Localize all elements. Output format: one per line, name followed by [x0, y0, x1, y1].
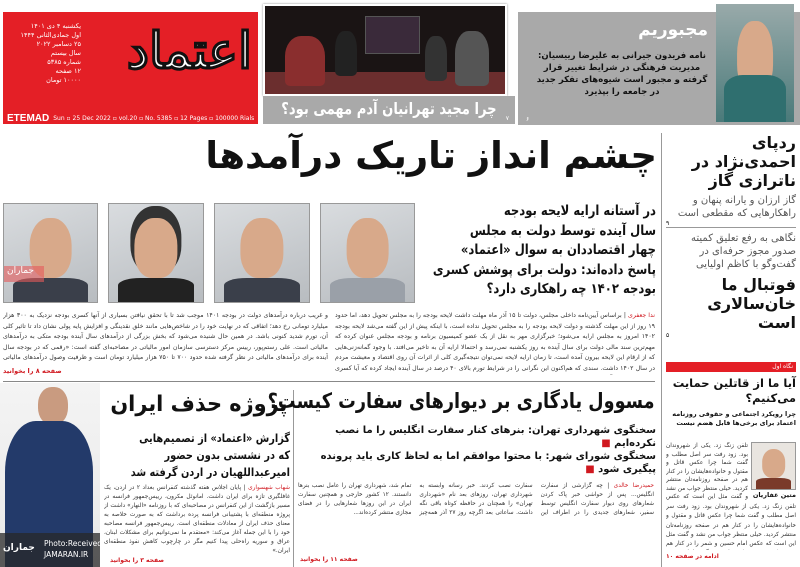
right-headline-2[interactable]: فوتبال ما خان‌سالاری است — [707, 275, 796, 332]
iran-subhead — [104, 430, 290, 481]
photo-credit-site: JAMARAN.IR — [44, 550, 89, 559]
iran-body: شهاب شهسواری | پایان اجلاس هفته گذشته کنفرانس بغداد ۲ در اردن، یک غافلگیری تازه برای ایران داشت. امانوئل مکرون، رییس‌جمهور فرانسه در مسیر بازگشت از این کنفرانس در مصاحبه‌ای که با روزنامه «النهار» داشت از پروژه منطقه‌ای با پشتیبانی فرانسه پرده برداشت که به صورت خلاصه به معنای حذف ایران از معادلات منطقه‌ای است. رییس‌جمهور فرانسه مصاحبه خود را با این جمله آغاز می‌کند: «معتقدم ما نمی‌توانیم برای مشکلات لبنان، عراق و سوریه راه‌حلی پیدا کنیم مگر در چارچوب کاهش نفوذ منطقه‌ای ایران.» — [104, 485, 290, 554]
opinion-author: متین غفاریان — [752, 491, 796, 499]
embassy-body: حمیدرضا خالدی | چه گزارشی از سفارت انگلیس... پس از حواشی خبر پاک کردن شعارهای روی دیوار سفارت انگلیس توسط سفیر، شعارهای جدیدی را در اطراف این سفارت نصب کردند. خبر رسانه وابسته به شهرداری تهران، روزهای بعد نام «شهرداری تهران» را همچنان در حافظه کوتاه باقی نگه داشت. ساعاتی بعد اگرچه روز ۲۷ آذر همه‌چیز تمام شد، شهرداری تهران را عامل نصب بنرها دانستند. ۱۲ کشور خارجی و همچنین سفارت ایران در این روزها شعارهایی را در فضای مجازی منتشر کرده‌اند... — [298, 483, 654, 516]
subhead-line: چهار اقتصاددان به سوال «اعتماد» — [460, 242, 656, 258]
main-body-text: براساس آیین‌نامه داخلی مجلس، دولت تا ۱۵ آذر ماه مهلت داشت لایحه بودجه را به مجلس تحویل دهد، اما حدود ۱۹ روز از این مهلت گذشته و دولت لایحه بودجه را به مجلس تحویل نداده است، با اینکه پیش از این گفته می‌شد لایحه بودجه ۱۴۰۲ امروز به مجلس ارایه می‌شود؛ خبرگزاری مهر به نقل از یک عضو کمیسیون برنامه و بودجه مجلس عنوان کرده که مهم‌ترین سند مالی دولت برای سال آینده به روز یکشنبه نمی‌رسد و احتمالا ارایه آن به تاخیر می‌افتد. با وجود گمانه‌زنی‌هایی که از ارقام این لایحه بیرون آمده است، تا زمان ارایه لایحه نمی‌توان نتیجه‌گیری کلی از اثرات آن روی اقتصاد و معیشت مردم در سال ۱۴۰۲ داشت. سندی که هم‌اکنون این نگرانی را در شرایط تورم بالای ۴۰ درصد در سال آینده ایجاد کرده که آیا کسری — [335, 312, 655, 372]
subhead-line: سال آینده توسط دولت به مجلس — [469, 222, 656, 239]
economist-photo-2 — [214, 203, 310, 303]
bullet-item — [298, 424, 656, 450]
economist-photo-4 — [3, 203, 98, 303]
bullet-text: سخنگوی شورای شهر: با محتوا موافقم اما به لحاظ کاری باید پرونده پیگیری شود — [320, 451, 656, 475]
column-divider — [661, 133, 662, 567]
right-page-1: ۹ — [666, 220, 670, 227]
subhead-line: امیرعبداللهیان در اردن گرفته شد — [130, 465, 290, 479]
masthead-latin-bar — [3, 112, 258, 124]
opinion-author-photo — [751, 442, 796, 490]
main-headline[interactable]: چشم انداز تاریک درآمدها — [205, 134, 657, 177]
issue-info — [11, 22, 81, 85]
main-body-right: ندا جعفری | براساس آیین‌نامه داخلی مجلس، دولت تا ۱۵ آذر ماه مهلت داشت لایحه بودجه را به مجلس تحویل دهد، اما حدود ۱۹ روز از این مهلت گذشته و دولت لایحه بودجه را به مجلس تحویل نداده است، با اینکه پیش از این گفته می‌شد لایحه بودجه ۱۴۰۲ امروز به مجلس ارایه می‌شود؛ خبرگزاری مهر به نقل از یک عضو کمیسیون برنامه و بودجه مجلس عنوان کرده که مهم‌ترین سند مالی دولت برای سال آینده به روز یکشنبه نمی‌رسد و احتمالا ارایه آن به تاخیر می‌افتد. با وجود گمانه‌زنی‌هایی که از ارقام این لایحه بیرون آمده است، تا زمان ارایه لایحه نمی‌توان نتیجه‌گیری کلی از اثرات آن روی اقتصاد و معیشت مردم در سال ۱۴۰۲ داشت. سندی که هم‌اکنون این نگرانی را در شرایط تورم بالای ۴۰ درصد در سال آینده ایجاد کرده که آیا کسری — [335, 311, 655, 375]
opinion-subhead: چرا رویکرد اجتماعی و حقوقی روزنامه اعتماد برای برخی‌ها قابل هضم نیست — [672, 410, 796, 427]
divider — [666, 227, 796, 228]
iran-author: شهاب شهسواری — [248, 485, 290, 491]
right-teaser-2[interactable]: نگاهی به رفع تعلیق کمیته صدور مجوز حرفه‌ای در گفت‌وگو با کاظم اولیایی — [691, 233, 796, 270]
embassy-author: حمیدرضا خالدی — [613, 483, 654, 489]
issue-pages: ۱۲ صفحه — [55, 67, 81, 75]
right-teaser-1[interactable]: گاز ارزان و یارانه پنهان و راهکارهایی که مقطعی است — [677, 195, 796, 219]
bullet-text: سخنگوی شهرداری تهران: بنرهای کنار سفارت انگلیس را ما نصب نکرده‌ایم — [335, 425, 656, 449]
bullet-icon: ■ — [585, 464, 595, 475]
opinion-headline[interactable]: آیا ما از قاتلین حمایت می‌کنیم؟ — [672, 376, 796, 405]
opinion-continued-link[interactable]: ادامه در صفحه ۱۰ — [666, 553, 719, 560]
macron-photo — [0, 383, 103, 567]
photo-credit — [0, 533, 103, 567]
iran-continued-link[interactable]: صفحه ۳ را بخوانید — [110, 557, 165, 564]
main-author: ندا جعفری — [628, 312, 655, 319]
latin-name: ETEMAD — [7, 112, 50, 124]
right-page-2: ۵ — [666, 332, 670, 339]
top-right-feature[interactable] — [517, 12, 800, 125]
issue-year: سال بیستم — [50, 49, 81, 57]
top-story-headline[interactable]: چرا مجید تهرانیان آدم مهمی بود؟ — [281, 99, 497, 118]
embassy-bullets — [298, 424, 656, 476]
newspaper-logo: اعتماد — [126, 21, 252, 80]
economist-photo-1 — [320, 203, 415, 303]
right-column — [666, 133, 796, 339]
jamaran-logo: جماران — [3, 543, 35, 553]
main-body-left: و غریب درباره درآمدهای دولت در بودجه ۱۴۰۱ موجب شد تا با تحقق نیافتن بسیاری از آنها کسری بودجه نزدیک به ۳۰۰ هزار میلیارد تومانی رخ دهد؛ اتفاقی که در نهایت خود را در شاخص‌هایی مانند خلق نقدینگی و افزایش پایه پولی نشان داد تا تاثیر کلی آن، تورم شدید کنونی باشد. در همین حال شنیده می‌شود که بخش بزرگی از درآمدهای سال آینده بودجه متکی به درآمدهای مالیاتی است. علی رستم‌پور، رییس مرکز دسترسی سازمان امور مالیاتی در مصاحبه‌ای گفته است: «رقمی که در بودجه سال آینده برای درآمدهای مالیاتی در نظر گرفته شده حدود ۷۰۰ تا ۷۵۰ هزار میلیارد تومان است و ظرفیت وصول درآمدهای مالیاتی — [3, 312, 328, 361]
embassy-headline[interactable]: مسوول یادگاری بر دیوارهای سفارت کیست؟ — [268, 389, 655, 413]
subhead-line: بودجه ۱۴۰۲ چه راهکاری دارد؟ — [486, 281, 656, 297]
photo-credit-text: Photo:Received — [44, 539, 103, 548]
masthead — [3, 12, 258, 124]
opinion-column — [666, 362, 796, 567]
top-story-page: ۷ — [505, 115, 509, 122]
latin-info: Sun ▫ 25 Dec 2022 ▫ vol.20 ▫ No. 5385 ▫ 12 Pages ▫ 100000 Rials — [53, 114, 255, 122]
opinion-body-cont: تلفن زنگ زد. یکی از شهروندان بود. زود رفت سر اصل مطلب و گفت شما چرا عکس قاتل و مقتول و خانواده‌هایشان را در کنار هم در صفحه روزنامه‌تان منتشر کردید. خیلی منتظر جواب من نشد و گفت مثل این است که عکس امام حسین و شمر را در کنار هم — [666, 504, 796, 548]
issue-price: ۱۰۰۰۰ تومان — [46, 76, 81, 84]
subhead-line: گزارش «اعتماد» از تصمیم‌هایی — [139, 431, 290, 445]
main-continued-link[interactable]: صفحه ۸ را بخوانید — [3, 367, 62, 375]
economist-photo-3 — [108, 203, 204, 303]
opinion-body: تلفن زنگ زد. یکی از شهروندان بود. زود رفت سر اصل مطلب و گفت شما چرا عکس قاتل و مقتول و خانواده‌هایشان را در کنار هم در صفحه روزنامه‌تان منتشر کردید. خیلی منتظر جواب من نشد و گفت مثل این است که عکس — [666, 443, 748, 500]
column-divider — [293, 390, 294, 567]
watermark-logo: جماران — [4, 266, 44, 282]
embassy-body-text: چه گزارشی از سفارت انگلیس... پس از حواشی خبر پاک کردن شعارهای روی دیوار سفارت انگلیس توسط سفیر، شعارهای جدیدی را در اطراف این سفارت نصب کردند. خبر رسانه وابسته به شهرداری تهران، روزهای بعد نام «شهرداری تهران» را همچنان در حافظه کوتاه باقی نگه داشت. ساعاتی بعد اگرچه روز ۲۷ آذر همه‌چیز تمام شد، شهرداری تهران را عامل نصب بنرها دانستند. ۱۲ کشور خارجی و همچنین سفارت ایران در این روزها شعارهایی را در فضای مجازی منتشر کرده‌اند... — [298, 483, 654, 516]
feature-title[interactable]: مجبوریم — [638, 20, 708, 40]
bullet-icon: ■ — [601, 438, 611, 449]
issue-number: شماره ۵۳۸۵ — [47, 58, 81, 66]
top-story-caption[interactable] — [263, 96, 515, 124]
subhead-line: که در نشستی بدون حضور — [164, 448, 290, 462]
section-divider — [3, 381, 655, 382]
embassy-continued-link[interactable]: صفحه ۱۱ را بخوانید — [300, 556, 358, 563]
bullet-item — [298, 450, 656, 476]
issue-gregorian-date: ۲۵ دسامبر ۲۰۲۲ — [36, 40, 81, 48]
opinion-tag: نگاه اول — [666, 362, 796, 372]
author-portrait — [716, 4, 794, 122]
issue-date: یکشنبه ۴ دی ۱۴۰۱ — [30, 22, 81, 30]
issue-hijri-date: اول جمادی‌الثانی ۱۴۴۴ — [20, 31, 81, 39]
subhead-line: در آستانه ارایه لایحه بودجه — [503, 203, 656, 219]
feature-text: نامه فریدون جیرانی به علیرضا رییسیان: مدیریت فرهنگی در شرایط تغییر قرار گرفته و مجبور است شیوه‌های تفکر جدید در جامعه را بپذیرد — [536, 51, 708, 97]
iran-headline[interactable]: پروژه حذف ایران — [110, 392, 288, 417]
subhead-line: پاسخ داده‌اند: دولت برای پوشش کسری — [432, 261, 656, 278]
main-subhead[interactable] — [420, 202, 656, 300]
feature-page: ۶ — [526, 116, 530, 123]
right-headline-1[interactable]: ردپای احمدی‌نژاد در ناترازی گاز — [691, 133, 796, 190]
top-story-photo[interactable] — [263, 4, 507, 96]
iran-body-text: پایان اجلاس هفته گذشته کنفرانس بغداد ۲ در اردن، یک غافلگیری تازه برای ایران داشت. امانوئل مکرون، رییس‌جمهور فرانسه در مسیر بازگشت از این کنفرانس در مصاحبه‌ای که با روزنامه «النهار» داشت از پروژه منطقه‌ای با پشتیبانی فرانسه پرده برداشت که به صورت خلاصه به معنای حذف ایران از معادلات منطقه‌ای است. رییس‌جمهور فرانسه مصاحبه خود را با این جمله آغاز می‌کند: «معتقدم ما نمی‌توانیم برای مشکلات لبنان، عراق و سوریه راه‌حلی پیدا کنیم مگر در چارچوب کاهش نفوذ منطقه‌ای ایران.» — [104, 485, 290, 554]
